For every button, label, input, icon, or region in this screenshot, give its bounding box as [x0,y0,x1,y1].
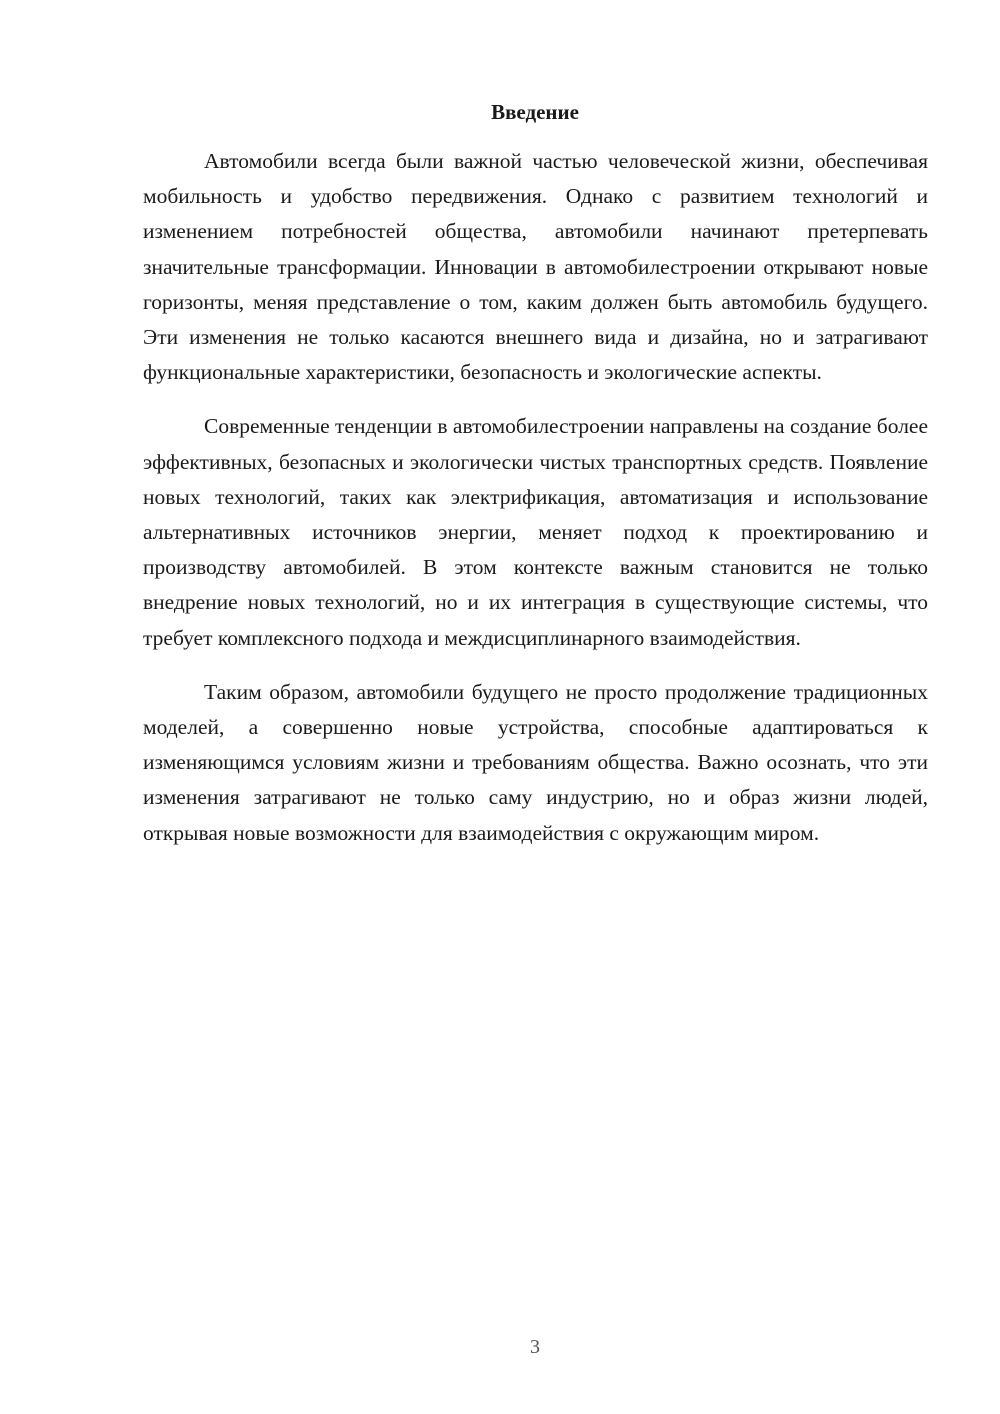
paragraph-3: Таким образом, автомобили будущего не просто продолжение традиционных моделей, а совершенно новые устройства, способные адаптироваться к изменяющимся условиям жизни и требованиям общества. Важно осознать, что эти изменения затрагивают не только саму индустрию, но и образ жизни людей, открывая новые возможности для взаимодействия с окружающим миром. [143,679,928,845]
paragraph-2: Современные тенденции в автомобилестроении направлены на создание более эффективных, безопасных и экологически чистых транспортных средств. Появление новых технологий, таких как электрификация, автоматизация и использование альтернативных источников энергии, меняет подход к проектированию и производству автомобилей. В этом контексте важным становится не только внедрение новых технологий, но и их интеграция в существующие системы, что требует комплексного подхода и междисциплинарного взаимодействия. [143,414,929,650]
page-title: Введение [491,100,579,124]
body-text [143,144,928,851]
page-number: 3 [530,1336,540,1358]
paragraph-1: Автомобили всегда были важной частью человеческой жизни, обеспечивая мобильность и удобство передвижения. Однако с развитием технологий и изменением потребностей общества, автомобили начинают претерпевать значительные трансформации. Инновации в автомобилестроении открывают новые горизонты, меняя представление о том, каким должен быть автомобиль будущего. Эти изменения не только касаются внешнего вида и дизайна, но и затрагивают функциональные характеристики, безопасность и экологические аспекты. [143,149,928,385]
